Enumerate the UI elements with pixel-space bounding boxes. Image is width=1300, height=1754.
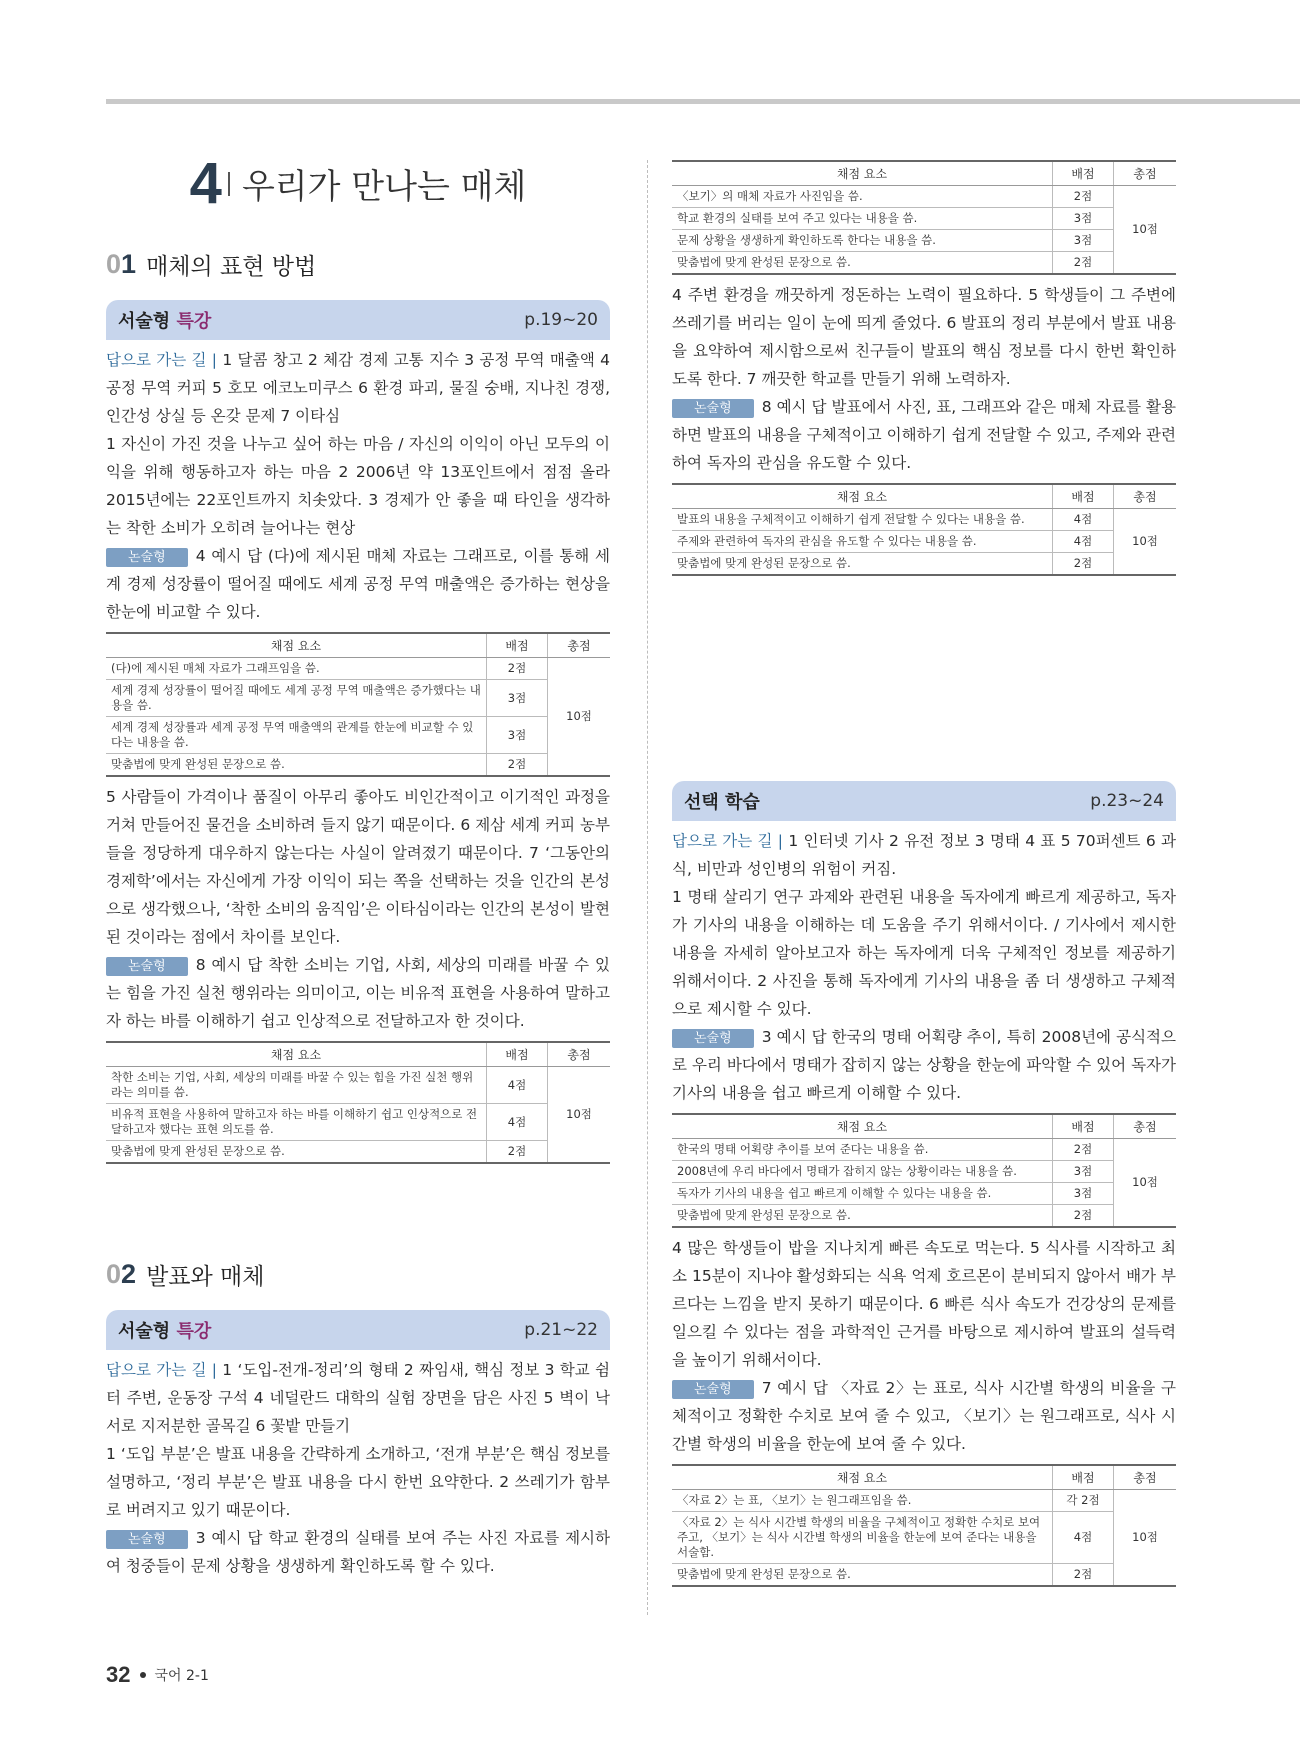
section-box-header xyxy=(106,1310,610,1350)
scoring-table: 채점 요소 배점 총점 한국의 명태 어획량 추이를 보여 준다는 내용을 씀. 2점 10점 2008년에 우리 바다에서 명태가 잡히지 않는 상황이라는 내용을 씀. 3점 독자가 기사의 내용을 쉽고 빠르게 이해할 수 있다는 내용을 씀. 3점 맞춤법에 맞게 완성된 문장으로 씀. 2점 xyxy=(672,1113,1176,1228)
scoring-row xyxy=(672,208,1176,230)
essay-answer: 논술형 8 예시 답 발표에서 사진, 표, 그래프와 같은 매체 자료를 활용하면 발표의 내용을 구체적이고 이해하기 쉽게 전달할 수 있고, 주제와 관련하여 독자의 관심을 유도할 수 있다. xyxy=(672,398,1176,472)
essay-answer: 논술형 4 예시 답 (다)에 제시된 매체 자료는 그래프로, 이를 통해 세계 경제 성장률이 떨어질 때에도 세계 공정 무역 매출액은 증가하는 현상을 한눈에 비교할 수 있다. xyxy=(106,547,610,621)
scoring-table: 채점 요소 배점 총점 발표의 내용을 구체적이고 이해하기 쉽게 전달할 수 있다는 내용을 씀. 4점 10점 주제와 관련하여 독자의 관심을 유도할 수 있다는 내용을 씀. 4점 맞춤법에 맞게 완성된 문장으로 씀. 2점 xyxy=(672,483,1176,576)
scoring-item: 세계 경제 성장률이 떨어질 때에도 세계 공정 무역 매출액은 증가했다는 내용을 씀. xyxy=(106,680,487,717)
scoring-points: 3점 xyxy=(487,717,548,754)
essay-tag: 논술형 xyxy=(106,548,188,567)
scoring-item: 착한 소비는 기업, 사회, 세상의 미래를 바꿀 수 있는 힘을 가진 실천 행위라는 의미를 씀. xyxy=(106,1067,487,1104)
answer-path: 답으로 가는 길 | 1 ‘도입-전개-정리’의 형태 2 짜임새, 핵심 정보 3 학교 쉼터 주변, 운동장 구석 4 네덜란드 대학의 실험 장면을 담은 사진 5 벽이 낙서로 지저분한 골목길 6 꽃밭 만들기 xyxy=(106,1361,611,1435)
top-rule xyxy=(106,99,1300,104)
scoring-item: 비유적 표현을 사용하여 말하고자 하는 바를 이해하기 쉽고 인상적으로 전달하고자 했다는 표현 의도를 씀. xyxy=(106,1104,487,1141)
scoring-points: 3점 xyxy=(1053,208,1114,230)
answer-text: 1 자신이 가진 것을 나누고 싶어 하는 마음 / 자신의 이익이 아닌 모두의 이익을 위해 행동하고자 하는 마음 2 2006년 약 13포인트에서 점점 올라 2015년에는 22포인트까지 치솟았다. 3 경제가 안 좋을 때 타인을 생각하는 착한 소비가 오히려 늘어나는 현상 xyxy=(106,435,610,537)
scoring-item: 〈자료 2〉는 표, 〈보기〉는 원그래프임을 씀. xyxy=(672,1490,1053,1512)
scoring-row xyxy=(672,1564,1176,1587)
scoring-item: (다)에 제시된 매체 자료가 그래프임을 씀. xyxy=(106,658,487,680)
essay-tag: 논술형 xyxy=(106,1530,188,1549)
scoring-item: 맞춤법에 맞게 완성된 문장으로 씀. xyxy=(672,1205,1053,1228)
page-range: p.21~22 xyxy=(524,1320,598,1340)
section-heading-2 xyxy=(106,1252,610,1296)
answer-text: 4 주변 환경을 깨끗하게 정돈하는 노력이 필요하다. 5 학생들이 그 주변에 쓰레기를 버리는 일이 눈에 띄게 줄었다. 6 발표의 정리 부분에서 발표 내용을 요약하여 제시함으로써 친구들이 발표의 핵심 정보를 다시 한번 확인하도록 한다. 7 깨끗한 학교를 만들기 위해 노력하자. xyxy=(672,286,1176,388)
scoring-item: 문제 상황을 생생하게 확인하도록 한다는 내용을 씀. xyxy=(672,230,1053,252)
scoring-row xyxy=(672,252,1176,275)
page-number: 32 xyxy=(106,1662,131,1687)
scoring-points: 4점 xyxy=(1053,1512,1114,1564)
answer-path: 답으로 가는 길 | 1 달콤 창고 2 체감 경제 고통 지수 3 공정 무역 매출액 4 공정 무역 커피 5 호모 에코노미쿠스 6 환경 파괴, 물질 숭배, 지나친 경쟁, 인간성 상실 등 온갖 문제 7 이타심 xyxy=(106,351,610,425)
section-number: 01 xyxy=(106,248,137,279)
chapter-heading xyxy=(106,150,610,230)
scoring-row xyxy=(672,1183,1176,1205)
left-column xyxy=(106,150,610,1580)
scoring-row xyxy=(106,1104,610,1141)
scoring-item: 〈보기〉의 매체 자료가 사진임을 씀. xyxy=(672,186,1053,208)
box-label: 서술형 특강 xyxy=(118,311,212,332)
section-number: 02 xyxy=(106,1258,137,1289)
essay-answer: 논술형 3 예시 답 학교 환경의 실태를 보여 주는 사진 자료를 제시하여 청중들이 문제 상황을 생생하게 확인하도록 할 수 있다. xyxy=(106,1529,610,1575)
essay-tag: 논술형 xyxy=(672,1380,754,1399)
essay-tag: 논술형 xyxy=(672,1029,754,1048)
scoring-item: 2008년에 우리 바다에서 명태가 잡히지 않는 상황이라는 내용을 씀. xyxy=(672,1161,1053,1183)
scoring-table: 채점 요소 배점 총점 〈보기〉의 매체 자료가 사진임을 씀. 2점 10점 학교 환경의 실태를 보여 주고 있다는 내용을 씀. 3점 문제 상황을 생생하게 확인하도록 한다는 내용을 씀. 3점 맞춤법에 맞게 완성된 문장으로 씀. 2점 xyxy=(672,160,1176,275)
page-footer xyxy=(106,1662,209,1688)
column-divider xyxy=(647,160,648,1615)
scoring-total: 10점 xyxy=(1114,1490,1177,1587)
scoring-points: 2점 xyxy=(487,754,548,777)
footer-bullet xyxy=(140,1672,146,1678)
scoring-row xyxy=(672,1490,1176,1512)
scoring-row xyxy=(672,230,1176,252)
scoring-item: 맞춤법에 맞게 완성된 문장으로 씀. xyxy=(106,1141,487,1164)
scoring-points: 2점 xyxy=(1053,252,1114,275)
scoring-points: 4점 xyxy=(1053,531,1114,553)
scoring-item: 한국의 명태 어획량 추이를 보여 준다는 내용을 씀. xyxy=(672,1139,1053,1161)
scoring-item: 맞춤법에 맞게 완성된 문장으로 씀. xyxy=(672,1564,1053,1587)
scoring-item: 발표의 내용을 구체적이고 이해하기 쉽게 전달할 수 있다는 내용을 씀. xyxy=(672,509,1053,531)
scoring-item: 맞춤법에 맞게 완성된 문장으로 씀. xyxy=(672,252,1053,275)
scoring-row xyxy=(672,1205,1176,1228)
scoring-item: 맞춤법에 맞게 완성된 문장으로 씀. xyxy=(106,754,487,777)
essay-tag: 논술형 xyxy=(672,399,754,418)
scoring-points: 2점 xyxy=(1053,553,1114,576)
scoring-row xyxy=(672,186,1176,208)
section-title: 발표와 매체 xyxy=(146,1263,265,1290)
box-label: 선택 학습 xyxy=(684,792,760,813)
scoring-row xyxy=(106,1141,610,1164)
scoring-points: 3점 xyxy=(1053,1183,1114,1205)
scoring-points: 3점 xyxy=(1053,230,1114,252)
essay-answer: 논술형 8 예시 답 착한 소비는 기업, 사회, 세상의 미래를 바꿀 수 있는 힘을 가진 실천 행위라는 의미이고, 이는 비유적 표현을 사용하여 말하고자 하는 바를 이해하기 쉽고 인상적으로 전달하고자 한 것이다. xyxy=(106,956,610,1030)
scoring-total: 10점 xyxy=(1114,1139,1177,1228)
section-title: 매체의 표현 방법 xyxy=(146,253,317,280)
scoring-table: 채점 요소 배점 총점 착한 소비는 기업, 사회, 세상의 미래를 바꿀 수 있는 힘을 가진 실천 행위라는 의미를 씀. 4점 10점 비유적 표현을 사용하여 말하고자 하는 바를 이해하기 쉽고 인상적으로 전달하고자 했다는 표현 의도를 씀. 4점 맞춤법에 맞게 완성된 문장으로 씀. 2점 xyxy=(106,1041,610,1164)
section-box-header xyxy=(672,781,1176,821)
scoring-row xyxy=(106,754,610,777)
scoring-points: 2점 xyxy=(1053,1205,1114,1228)
scoring-item: 맞춤법에 맞게 완성된 문장으로 씀. xyxy=(672,553,1053,576)
scoring-row xyxy=(672,509,1176,531)
essay-tag: 논술형 xyxy=(106,957,188,976)
scoring-points: 2점 xyxy=(487,1141,548,1164)
scoring-points: 4점 xyxy=(1053,509,1114,531)
scoring-item: 학교 환경의 실태를 보여 주고 있다는 내용을 씀. xyxy=(672,208,1053,230)
box-label: 서술형 특강 xyxy=(118,1321,212,1342)
scoring-row xyxy=(106,1067,610,1104)
scoring-row xyxy=(672,553,1176,576)
scoring-table: 채점 요소 배점 총점 (다)에 제시된 매체 자료가 그래프임을 씀. 2점 10점 세계 경제 성장률이 떨어질 때에도 세계 공정 무역 매출액은 증가했다는 내용을 씀. 3점 세계 경제 성장률과 세계 공정 무역 매출액의 관계를 한눈에 비교할 수 있다는 내용을 씀. 3점 맞춤법에 맞게 완성된 문장으로 씀. 2점 xyxy=(106,632,610,777)
scoring-points: 2점 xyxy=(1053,1139,1114,1161)
scoring-row xyxy=(106,680,610,717)
scoring-points: 2점 xyxy=(1053,186,1114,208)
scoring-row xyxy=(106,658,610,680)
essay-answer: 논술형 3 예시 답 한국의 명태 어획량 추이, 특히 2008년에 공식적으로 우리 바다에서 명태가 잡히지 않는 상황을 한눈에 파악할 수 있어 독자가 기사의 내용을 쉽고 빠르게 이해할 수 있다. xyxy=(672,1028,1176,1102)
scoring-points: 2점 xyxy=(1053,1564,1114,1587)
scoring-item: 독자가 기사의 내용을 쉽고 빠르게 이해할 수 있다는 내용을 씀. xyxy=(672,1183,1053,1205)
scoring-points: 3점 xyxy=(487,680,548,717)
scoring-total: 10점 xyxy=(548,1067,611,1164)
scoring-total: 10점 xyxy=(1114,509,1177,576)
scoring-points: 4점 xyxy=(487,1104,548,1141)
answer-text: 5 사람들이 가격이나 품질이 아무리 좋아도 비인간적이고 이기적인 과정을 거쳐 만들어진 물건을 소비하려 들지 않기 때문이다. 6 제삼 세계 커피 농부들을 정당하게 대우하지 않는다는 사실이 알려졌기 때문이다. 7 ‘그동안의 경제학’에서는 자신에게 가장 이익이 되는 쪽을 선택하는 것을 인간의 본성으로 생각했으나, ‘착한 소비의 움직임’은 이타심이라는 인간의 본성이 발현된 것이라는 점에서 차이를 보인다. xyxy=(106,788,610,946)
scoring-table: 채점 요소 배점 총점 〈자료 2〉는 표, 〈보기〉는 원그래프임을 씀. 각 2점 10점 〈자료 2〉는 식사 시간별 학생의 비율을 구체적이고 정확한 수치로 보여 주고, 〈보기〉는 식사 시간별 학생의 비율을 한눈에 보여 준다는 내용을 서술함. 4점 맞춤법에 맞게 완성된 문장으로 씀. 2점 xyxy=(672,1464,1176,1587)
page-range: p.23~24 xyxy=(1090,791,1164,811)
page-range: p.19~20 xyxy=(524,310,598,330)
answer-path: 답으로 가는 길 | 1 인터넷 기사 2 유전 정보 3 명태 4 표 5 70퍼센트 6 과식, 비만과 성인병의 위험이 커짐. xyxy=(672,832,1176,878)
scoring-item: 세계 경제 성장률과 세계 공정 무역 매출액의 관계를 한눈에 비교할 수 있다는 내용을 씀. xyxy=(106,717,487,754)
section-box-header xyxy=(106,300,610,340)
scoring-item: 주제와 관련하여 독자의 관심을 유도할 수 있다는 내용을 씀. xyxy=(672,531,1053,553)
chapter-title: 우리가 만나는 매체 xyxy=(241,167,527,207)
scoring-points: 3점 xyxy=(1053,1161,1114,1183)
section-heading-1 xyxy=(106,242,610,286)
scoring-item: 〈자료 2〉는 식사 시간별 학생의 비율을 구체적이고 정확한 수치로 보여 주고, 〈보기〉는 식사 시간별 학생의 비율을 한눈에 보여 준다는 내용을 서술함. xyxy=(672,1512,1053,1564)
answer-text: 4 많은 학생들이 밥을 지나치게 빠른 속도로 먹는다. 5 식사를 시작하고 최소 15분이 지나야 활성화되는 식욕 억제 호르몬이 분비되지 않아서 배가 부르다는 느낌을 받지 못하기 때문이다. 6 빠른 식사 속도가 건강상의 문제를 일으킬 수 있다는 점을 과학적인 근거를 바탕으로 제시하여 발표의 설득력을 높이기 위해서이다. xyxy=(672,1239,1176,1369)
chapter-separator xyxy=(228,172,230,196)
answer-text: 1 명태 살리기 연구 과제와 관련된 내용을 독자에게 빠르게 제공하고, 독자가 기사의 내용을 이해하는 데 도움을 주기 위해서이다. / 기사에서 제시한 내용을 자세히 알아보고자 하는 독자에게 더욱 구체적인 정보를 제공하기 위해서이다. 2 사진을 통해 독자에게 기사의 내용을 좀 더 생생하고 구체적으로 제시할 수 있다. xyxy=(672,888,1176,1018)
scoring-points: 4점 xyxy=(487,1067,548,1104)
scoring-row xyxy=(672,1161,1176,1183)
scoring-points: 각 2점 xyxy=(1053,1490,1114,1512)
scoring-total: 10점 xyxy=(1114,186,1177,275)
scoring-row xyxy=(672,531,1176,553)
scoring-row xyxy=(672,1139,1176,1161)
scoring-points: 2점 xyxy=(487,658,548,680)
scoring-row xyxy=(106,717,610,754)
answer-text: 1 ‘도입 부분’은 발표 내용을 간략하게 소개하고, ‘전개 부분’은 핵심 정보를 설명하고, ‘정리 부분’은 발표 내용을 다시 한번 요약한다. 2 쓰레기가 함부로 버려지고 있기 때문이다. xyxy=(106,1445,610,1519)
right-column xyxy=(672,160,1176,1593)
book-title: 국어 2-1 xyxy=(154,1668,209,1684)
scoring-total: 10점 xyxy=(548,658,611,777)
scoring-row xyxy=(672,1512,1176,1564)
essay-answer: 논술형 7 예시 답 〈자료 2〉는 표로, 식사 시간별 학생의 비율을 구체적이고 정확한 수치로 보여 줄 수 있고, 〈보기〉는 원그래프로, 식사 시간별 학생의 비율을 한눈에 보여 줄 수 있다. xyxy=(672,1379,1176,1453)
chapter-number: 4 xyxy=(189,151,222,216)
